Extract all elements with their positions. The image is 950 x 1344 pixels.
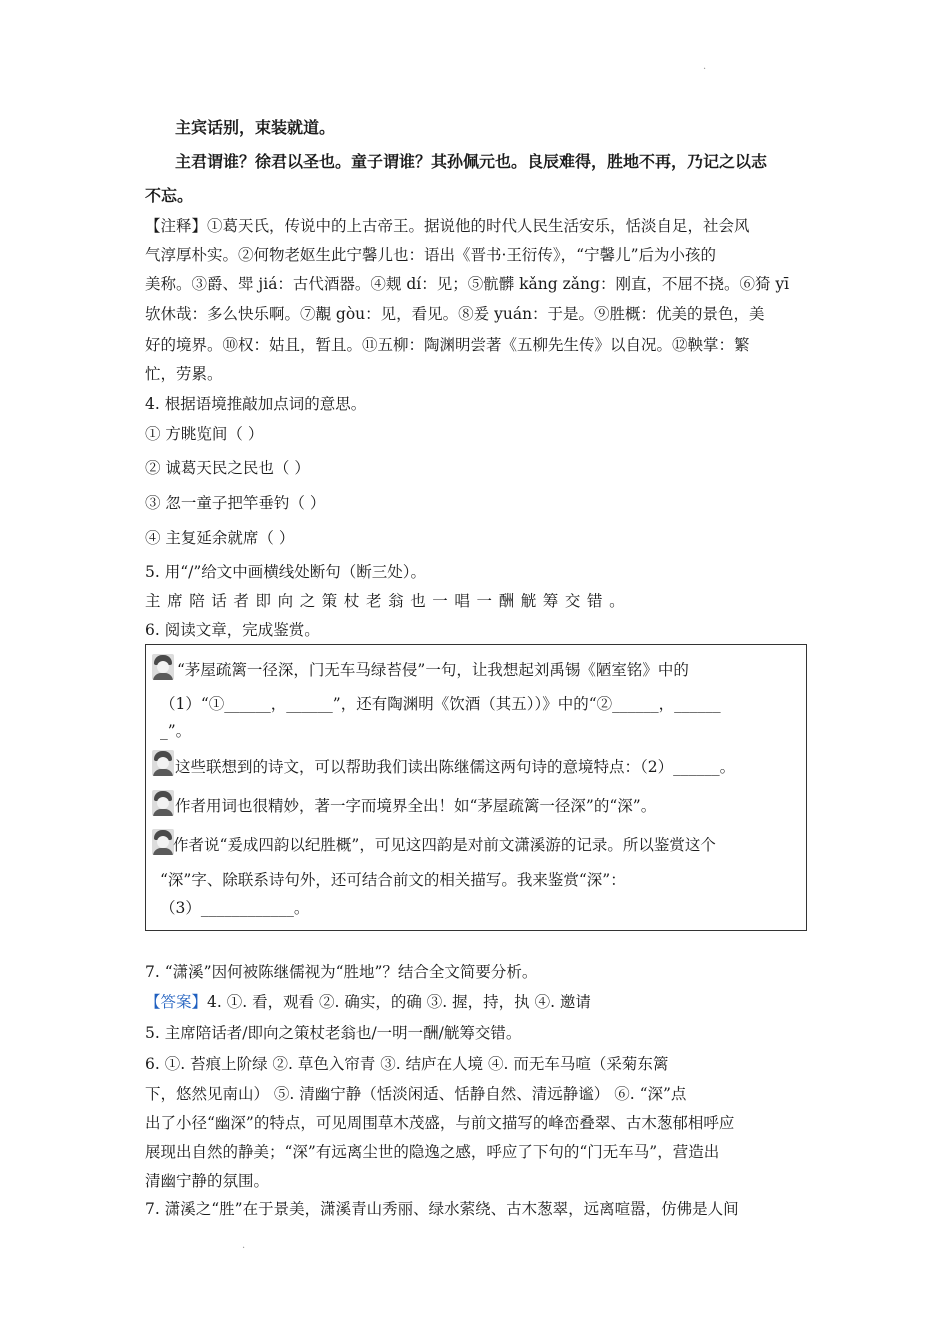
notes-line-2: 气淳厚朴实。②何物老妪生此宁馨儿也：语出《晋书·王衍传》，“宁馨儿”后为小孩的 [145,246,717,264]
page-mark-top: · [703,64,707,75]
dialog-line-8: （3）____________。 [160,899,310,917]
q4-item-2: ② 诚葛天民之民也（ ） [145,459,310,477]
answer-q6-line-3: 出了小径“幽深”的特点，可见周围草木茂盛，与前文描写的峰峦叠翠、古木葱郁相呼应 [145,1114,735,1132]
student-avatar-icon [152,829,174,855]
answer-q6-line-2: 下，悠然见南山） ⑤. 清幽宁静（恬淡闲适、恬静自然、清远静谧） ⑥. “深”点 [145,1085,687,1103]
answer-q6-line-5: 清幽宁静的氛围。 [145,1172,270,1190]
answer-q6-line-1: 6. ①. 苔痕上阶绿 ②. 草色入帘青 ③. 结庐在人境 ④. 而无车马喧（采菊东篱 [145,1055,669,1073]
dialog-line-5: 作者用词也很精妙，著一字而境界全出！如“茅屋疏篱一径深”的“深”。 [175,797,657,815]
answer-q6-line-4: 展现出自然的静美；“深”有远离尘世的隐逸之感，呼应了下句的“门无车马”，营造出 [145,1143,720,1161]
answer-q4: 4. ①. 看，观看 ②. 确实，的确 ③. 握，持，执 ④. 邀请 [207,993,591,1011]
notes-line-5: 好的境界。⑩权：姑且，暂且。⑪五柳：陶渊明尝著《五柳先生传》以自况。⑫鞅掌：繁 [145,336,750,354]
passage-line-2: 主君谓谁？徐君以圣也。童子谓谁？其孙佩元也。良辰难得，胜地不再，乃记之以志 [175,152,768,171]
q7-stem: 7. “潇溪”因何被陈继儒视为“胜地”？结合全文简要分析。 [145,963,538,981]
dialog-line-7: “深”字、除联系诗句外，还可结合前文的相关描写。我来鉴赏“深”： [160,871,626,889]
answer-q7-line-1: 7. 潇溪之“胜”在于景美，潇溪青山秀丽、绿水萦绕、古木葱翠，远离喧嚣，仿佛是人间 [145,1200,739,1218]
page-mark-bottom: · [242,1243,246,1254]
dialog-line-6: 作者说“爰成四韵以纪胜概”，可见这四韵是对前文潇溪游的记录。所以鉴赏这个 [173,836,716,854]
answer-q5: 5. 主席陪话者/即向之策杖老翁也/一明一酬/觥筹交错。 [145,1024,522,1042]
student-avatar-icon [152,750,174,776]
answer-line-1 [145,992,591,1012]
q6-stem: 6. 阅读文章，完成鉴赏。 [145,621,320,639]
student-avatar-icon [152,790,174,816]
q4-item-3: ③ 忽一童子把竿垂钓（ ） [145,494,326,512]
notes-line-1: 【注释】①葛天氏，传说中的上古帝王。据说他的时代人民生活安乐，恬淡自足，社会风 [145,217,750,235]
answer-label: 【答案】 [145,993,208,1011]
q5-sentence: 主席陪话者即向之策杖老翁也一唱一酬觥筹交错。 [145,592,632,610]
dialog-line-2: （1）“①______，______”，还有陶渊明《饮酒（其五））》中的“②______，______ [160,695,721,713]
passage-line-1: 主宾话别，束装就道。 [175,118,336,137]
passage-line-3: 不忘。 [145,186,194,205]
q4-item-4: ④ 主复延余就席（ ） [145,529,295,547]
q5-stem: 5. 用“/”给文中画横线处断句（断三处）。 [145,563,427,581]
dialog-line-1: “茅屋疏篱一径深，门无车马绿苔侵”一句，让我想起刘禹锡《陋室铭》中的 [177,661,689,679]
notes-line-3: 美称。③爵、斝 jiá：古代酒器。④觌 dí：见；⑤骯髒 kǎng zǎng：刚直，不屈不挠。⑥猗 yī [145,275,790,293]
q4-item-1: ① 方眺览间（ ） [145,425,264,443]
student-avatar-icon [152,654,174,680]
q4-stem: 4. 根据语境推敲加点词的意思。 [145,395,367,413]
notes-line-6: 忙，劳累。 [145,365,223,383]
dialog-line-3: _”。 [160,722,192,740]
notes-line-4: 欤休哉：多么快乐啊。⑦覯 gòu：见，看见。⑧爰 yuán：于是。⑨胜概：优美的景色，美 [145,305,765,323]
dialog-line-4: 这些联想到的诗文，可以帮助我们读出陈继儒这两句诗的意境特点：（2）______。 [175,758,736,776]
